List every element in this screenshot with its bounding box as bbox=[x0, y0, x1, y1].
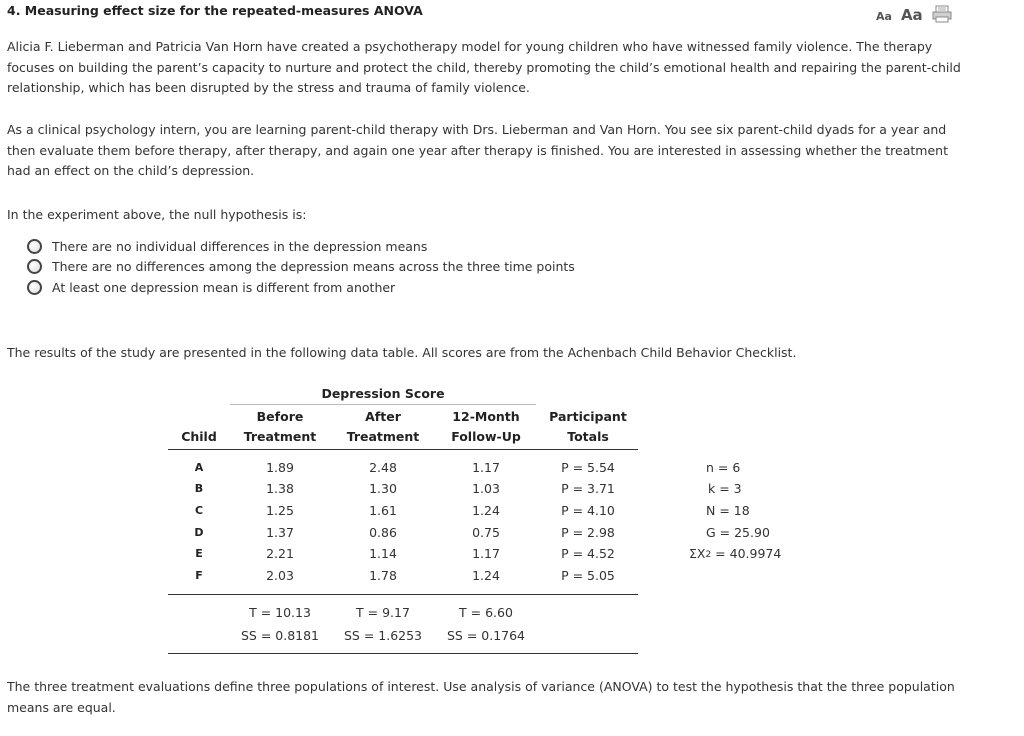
participant-total: P = 4.52 bbox=[561, 546, 615, 561]
child-label: A bbox=[194, 461, 204, 474]
totals-column-header-line2: Totals bbox=[567, 429, 609, 444]
after-column-header: After bbox=[365, 409, 401, 424]
header-rule bbox=[168, 449, 638, 450]
after-value: 1.61 bbox=[369, 503, 397, 518]
radio-button[interactable] bbox=[27, 280, 42, 295]
group-header-rule bbox=[230, 404, 536, 405]
child-label: D bbox=[194, 526, 204, 539]
child-label: B bbox=[194, 482, 204, 495]
before-ss: SS = 0.8181 bbox=[240, 628, 320, 643]
null-hypothesis-options bbox=[27, 236, 575, 298]
radio-button[interactable] bbox=[27, 259, 42, 274]
option-label[interactable]: There are no individual differences in the depression means bbox=[52, 238, 428, 254]
participant-total: P = 2.98 bbox=[561, 525, 615, 540]
followup-value: 1.03 bbox=[472, 481, 500, 496]
sum-x-squared-value: = 40.9974 bbox=[711, 546, 782, 561]
N-value: N = 18 bbox=[706, 503, 750, 518]
followup-value: 1.17 bbox=[472, 546, 500, 561]
sum-x-squared bbox=[689, 546, 781, 561]
participant-total: P = 3.71 bbox=[561, 481, 615, 496]
before-value: 2.03 bbox=[266, 568, 294, 583]
before-value: 2.21 bbox=[266, 546, 294, 561]
before-value: 1.37 bbox=[266, 525, 294, 540]
before-column-header-line2: Treatment bbox=[243, 429, 317, 444]
after-total: T = 9.17 bbox=[356, 605, 410, 620]
n-value: n = 6 bbox=[706, 460, 741, 475]
followup-value: 1.17 bbox=[472, 460, 500, 475]
participant-total: P = 5.54 bbox=[561, 460, 615, 475]
totals-rule bbox=[168, 594, 638, 595]
option-row[interactable] bbox=[27, 277, 575, 298]
followup-ss: SS = 0.1764 bbox=[446, 628, 526, 643]
print-icon[interactable] bbox=[932, 5, 952, 26]
child-label: F bbox=[195, 569, 203, 582]
before-value: 1.38 bbox=[266, 481, 294, 496]
option-label[interactable]: At least one depression mean is different from another bbox=[52, 279, 396, 295]
table-bottom-rule bbox=[168, 653, 638, 654]
after-value: 1.78 bbox=[369, 568, 397, 583]
after-value: 0.86 bbox=[369, 525, 397, 540]
option-row[interactable] bbox=[27, 257, 575, 278]
scenario-paragraph-1: Alicia F. Lieberman and Patricia Van Horn have created a psychotherapy model for young children who have witnessed family violence. The therapy focuses on building the parent’s capacity to nurture and protect the child, thereby promoting the child’s emotional health and repairing the parent-child relationship, which has been disrupted by the stress and trauma of family violence. bbox=[7, 39, 961, 96]
followup-column-header: 12-Month bbox=[452, 409, 520, 424]
participant-total: P = 4.10 bbox=[561, 503, 615, 518]
display-tools bbox=[876, 2, 952, 24]
before-value: 1.25 bbox=[266, 503, 294, 518]
sum-x-squared-prefix: ΣX bbox=[689, 546, 706, 561]
followup-value: 0.75 bbox=[472, 525, 500, 540]
followup-total: T = 6.60 bbox=[459, 605, 513, 620]
child-column-header: Child bbox=[181, 429, 217, 444]
anova-instructions-paragraph: The three treatment evaluations define three populations of interest. Use analysis of variance (ANOVA) to test the hypothesis that the three population means are equal. bbox=[7, 679, 955, 715]
before-value: 1.89 bbox=[266, 460, 294, 475]
child-label: E bbox=[195, 547, 203, 560]
k-value: k = 3 bbox=[708, 481, 742, 496]
totals-column-header: Participant bbox=[549, 409, 627, 424]
depression-score-header: Depression Score bbox=[321, 386, 445, 401]
after-column-header-line2: Treatment bbox=[346, 429, 420, 444]
sum-x-squared-exponent: 2 bbox=[705, 550, 712, 560]
after-value: 1.14 bbox=[369, 546, 397, 561]
radio-button[interactable] bbox=[27, 239, 42, 254]
before-total: T = 10.13 bbox=[249, 605, 311, 620]
table-intro-paragraph: The results of the study are presented in the following data table. All scores are from the Achenbach Child Behavior Checklist. bbox=[7, 345, 797, 360]
question-heading: 4. Measuring effect size for the repeated-measures ANOVA bbox=[7, 3, 423, 18]
followup-column-header-line2: Follow-Up bbox=[451, 429, 521, 444]
increase-font-button[interactable]: Aa bbox=[900, 6, 923, 24]
after-value: 2.48 bbox=[369, 460, 397, 475]
decrease-font-button[interactable]: Aa bbox=[876, 10, 892, 23]
followup-value: 1.24 bbox=[472, 503, 500, 518]
scenario-paragraph-2: As a clinical psychology intern, you are learning parent-child therapy with Drs. Lieberman and Van Horn. You see six parent-child dyads for a year and then evaluate them before therapy, after therapy, and again one year after therapy is finished. You are interested in assessing whether the treatment had an effect on the child’s depression. bbox=[7, 122, 948, 179]
after-value: 1.30 bbox=[369, 481, 397, 496]
child-label: C bbox=[194, 504, 204, 517]
followup-value: 1.24 bbox=[472, 568, 500, 583]
participant-total: P = 5.05 bbox=[561, 568, 615, 583]
option-label[interactable]: There are no differences among the depression means across the three time points bbox=[52, 259, 575, 275]
after-ss: SS = 1.6253 bbox=[343, 628, 423, 643]
G-value: G = 25.90 bbox=[706, 525, 770, 540]
before-column-header: Before bbox=[256, 409, 304, 424]
option-row[interactable] bbox=[27, 236, 575, 257]
null-hypothesis-prompt: In the experiment above, the null hypothesis is: bbox=[7, 207, 307, 222]
